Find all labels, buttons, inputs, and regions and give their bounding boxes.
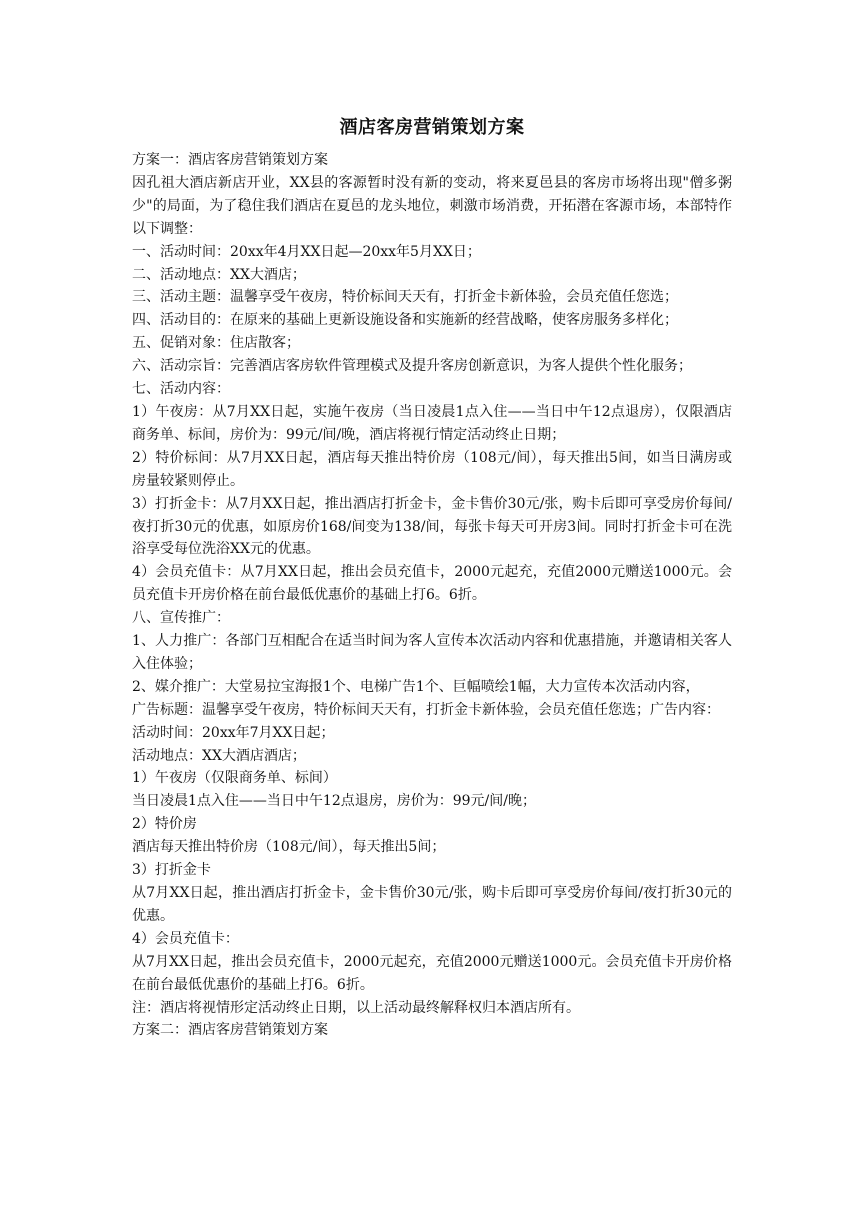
paragraph: 因孔祖大酒店新店开业，XX县的客源暂时没有新的变动，将来夏邑县的客房市场将出现"僧多粥少"的局面，为了稳住我们酒店在夏邑的龙头地位，刺激市场消费，开拓潜在客源市场，本部特作以下调整：: [132, 174, 732, 237]
paragraph: 一、活动时间：20xx年4月XX日起—20xx年5月XX日；: [132, 243, 481, 260]
paragraph: 活动地点：XX大酒店酒店；: [132, 747, 306, 764]
paragraph: 四、活动目的：在原来的基础上更新设施设备和实施新的经营战略，使客房服务多样化；: [132, 312, 678, 329]
paragraph: 八、宣传推广：: [132, 610, 230, 627]
paragraph: 2、媒介推广：大堂易拉宝海报1个、电梯广告1个、巨幅喷绘1幅，大力宣传本次活动内容，: [132, 678, 700, 695]
paragraph: 4）会员充值卡：从7月XX日起，推出会员充值卡，2000元起充，充值2000元赠送1000元。会员充值卡开房价格在前台最低优惠价的基础上打6。6折。: [132, 564, 732, 604]
paragraph: 方案一：酒店客房营销策划方案: [132, 152, 328, 168]
document-page: [132, 114, 732, 1042]
paragraph: 二、活动地点：XX大酒店；: [132, 266, 306, 283]
paragraph: 从7月XX日起，推出酒店打折金卡，金卡售价30元/张，购卡后即可享受房价每间/夜打折30元的优惠。: [132, 885, 732, 924]
paragraph: 活动时间：20xx年7月XX日起；: [132, 724, 335, 741]
paragraph: 当日凌晨1点入住——当日中午12点退房，房价为：99元/间/晚；: [132, 793, 536, 810]
paragraph: 从7月XX日起，推出会员充值卡，2000元起充，充值2000元赠送1000元。会员充值卡开房价格在前台最低优惠价的基础上打6。6折。: [132, 953, 732, 993]
paragraph: 方案二：酒店客房营销策划方案: [132, 1022, 328, 1039]
paragraph: 注：酒店将视情形定活动终止日期，以上活动最终解释权归本酒店所有。: [132, 999, 580, 1016]
paragraph: 广告标题：温馨享受午夜房，特价标间天天有，打折金卡新体验，会员充值任您选；广告内容：: [132, 701, 720, 718]
paragraph: 3）打折金卡: [132, 862, 211, 879]
document-title: 酒店客房营销策划方案: [339, 117, 525, 138]
paragraph: 1）午夜房（仅限商务单、标间）: [132, 770, 337, 787]
paragraph: 七、活动内容：: [132, 381, 230, 398]
paragraph: 2）特价房: [132, 816, 197, 833]
paragraph: 三、活动主题：温馨享受午夜房，特价标间天天有，打折金卡新体验，会员充值任您选；: [132, 289, 678, 306]
paragraph: 4）会员充值卡：: [132, 930, 239, 947]
paragraph: 1、人力推广：各部门互相配合在适当时间为客人宣传本次活动内容和优惠措施，并邀请相关客人入住体验；: [132, 633, 732, 672]
paragraph: 2）特价标间：从7月XX日起，酒店每天推出特价房（108元/间），每天推出5间，如当日满房或房量较紧则停止。: [132, 449, 732, 489]
paragraph: 1）午夜房：从7月XX日起，实施午夜房（当日凌晨1点入住——当日中午12点退房），仅限酒店商务单、标间，房价为：99元/间/晚，酒店将视行情定活动终止日期；: [132, 403, 732, 443]
paragraph: 五、促销对象：住店散客；: [132, 335, 300, 352]
paragraph: 六、活动宗旨：完善酒店客房软件管理模式及提升客房创新意识，为客人提供个性化服务；: [132, 358, 692, 375]
paragraph: 酒店每天推出特价房（108元/间），每天推出5间；: [132, 839, 446, 856]
paragraph: 3）打折金卡：从7月XX日起，推出酒店打折金卡，金卡售价30元/张，购卡后即可享受房价每间/夜打折30元的优惠，如原房价168/间变为138/间，每张卡每天可开房3间。同时打折金卡可在洗浴享受每位洗浴XX元的优惠。: [132, 495, 732, 558]
